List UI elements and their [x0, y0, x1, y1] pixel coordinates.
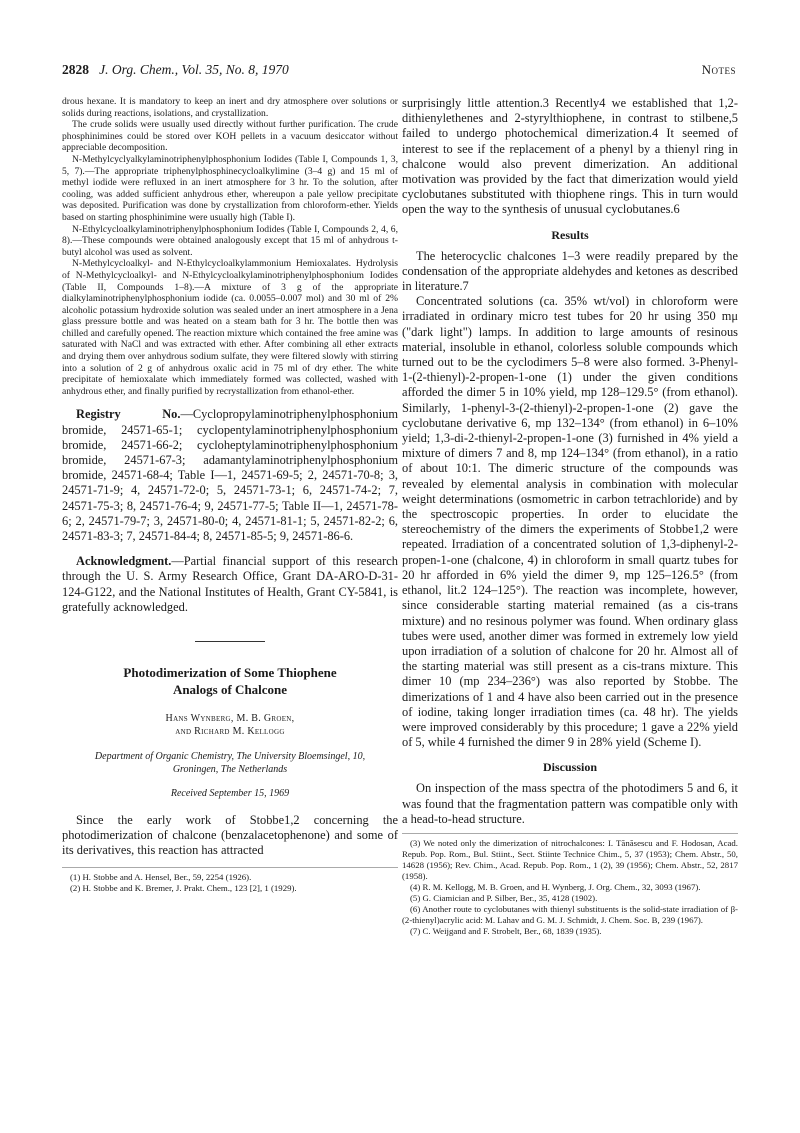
received-date: Received September 15, 1969 [170, 788, 290, 800]
experimental-section [62, 96, 398, 397]
journal-citation: J. Org. Chem., Vol. 35, No. 8, 1970 [99, 62, 289, 77]
results-paragraph: The heterocyclic chalcones 1–3 were readily prepared by the condensation of the appropriate aldehydes and ketones as described in literature.7 [402, 248, 738, 294]
registry-label: Registry No. [76, 407, 181, 422]
article-title: Photodimerization of Some Thiophene Analogs of Chalcone [123, 665, 337, 698]
results-paragraph: Concentrated solutions (ca. 35% wt/vol) in chloroform were irradiated in ordinary micro test tubes for 20 hr using 350 mμ ("dark light") lamps. In addition to large amounts of resinous material, insoluble in ethanol, colorless soluble compounds which turned out to be the cyclodimers 5–8 were also formed. 3-Phenyl-1-(2-thienyl)-2-propen-1-one (1) under the given conditions afforded the dimer 5 in 10% yield, mp 128–129.5° (from ethanol). Similarly, 1-phenyl-3-(2-thienyl)-2-propen-1-one (2) gave the cyclobutane derivative 6, mp 132–134° (from ethanol) in 6–10% yield; 1,3-di-2-thienyl-2-propen-1-one (3) furnished in 4% yield a mixture of dimers 7 and 8, mp 124–134° (from ethanol), in a ratio of about 10:1. The dimeric structure of the compounds was revealed by elemental analysis in combination with molecular weight determinations (osmometric in carbon tetrachloride) and by the spectroscopic properties. In order to elucidate the stereochemistry of the dimers the experiments of Stobbe1,2 were repeated. Irradiation of a concentrated solution of 1,3-diphenyl-2-propen-1-one (chalcone, 4) in chloroform in small quartz tubes for 20 hr afforded in 6% yield the dimer 9, mp 125–126.5° (from ethanol, lit.2 124–125°). The reaction was incomplete, however, since considerable starting material remained (as a cis-trans mixture) and no resinous polymer was found. When ordinary glass tubes were used, another dimer was formed in extremely low yield upon irradiation of a solution of chalcone for 20 hr. Almost all of the starting material was still present as a cis-trans mixture. This dimer 10 (mp 234–236°) was also reported by Stobbe. The dimerizations of 1 and 4 have also been carried out in the presence of iodine, taking longer irradiation times (ca. 48 hr). The yields were improved considerably by this procedure; 1 gave a 22% yield of 5, while 4 furnished the dimer 9 in 28% yield (Scheme I). [402, 294, 738, 750]
acknowledgment-text: —Partial financial support of this research through the U. S. Army Research Office, Grant DA-ARO-D-31-124-G122, and the National Institutes of Health, Grant CY-5841, is gratefully acknowledged. [62, 554, 398, 614]
acknowledgment-label: Acknowledgment. [76, 554, 172, 569]
footnote-divider [402, 833, 738, 834]
footnote: (6) Another route to cyclobutanes with thienyl substituents is the solid-state irradiation of β-(2-thienyl)acrylic acid: M. Lahav and G. M. J. Schmidt, J. Chem. Soc. B, 239 (1967). [402, 903, 738, 925]
experimental-paragraph: The crude solids were usually used directly without further purification. The crude phosphinimines could be stored over KOH pellets in a vacuum desiccator without appreciable decomposition. [62, 119, 398, 154]
experimental-paragraph: drous hexane. It is mandatory to keep an inert and dry atmosphere over solutions or solids during reactions, isolations, and crystallization. [62, 96, 398, 119]
page-header [62, 62, 736, 82]
authors-line: Hans Wynberg, M. B. Groen, [165, 713, 295, 725]
left-column [62, 96, 398, 894]
footnote: (5) G. Ciamician and P. Silber, Ber., 35, 4128 (1902). [410, 892, 598, 903]
page-number: 2828 [62, 62, 89, 77]
experimental-paragraph: N-Ethylcycloalkylaminotriphenylphosphonium Iodides (Table I, Compounds 2, 4, 6, 8).—These compounds were obtained analogously except that 15 ml of anhydrous t-butyl alcohol was used as solvent. [62, 223, 398, 258]
acknowledgment-section [62, 554, 398, 615]
affiliation: Department of Organic Chemistry, The University Bloemsingel, 10, Groningen, The Netherlands [94, 751, 366, 776]
author-list [62, 712, 398, 738]
discussion-paragraph: On inspection of the mass spectra of the photodimers 5 and 6, it was found that the fragmentation pattern was compatible only with a head-to-head structure. [402, 781, 738, 826]
registry-text: —Cyclopropylaminotriphenylphosphonium bromide, 24571-65-1; cyclopentylaminotriphenylphosphonium bromide, 24571-66-2; cycloheptylaminotriphenylphosphonium bromide, 24571-67-3; adamantylaminotriphenylphosphonium bromide, 24571-68-4; Table I—1, 24571-69-5; 2, 24571-70-8; 3, 24571-71-9; 4, 24571-72-0; 5, 24571-73-1; 6, 24571-74-2; 7, 24571-75-3; 8, 24571-76-4; 9, 24571-77-5; Table II—1, 24571-78-6; 2, 24571-79-7; 3, 24571-80-0; 4, 24571-81-1; 5, 24571-82-2; 6, 24571-83-3; 7, 24571-84-4; 8, 24571-85-5; 9, 24571-86-6. [62, 407, 398, 544]
footnote: (3) We noted only the dimerization of nitrochalcones: I. Tănăsescu and F. Hodosan, Acad. Repub. Pop. Rom., Bul. Stiint., Sect. Stiinte Technice Chim., 5, 37 (1953); Chem. Abstr., 50, 14628 (1956); Rev. Chim., Acad. Repub. Pop. Rom., 1 (2), 39 (1956); Chem. Abstr., 52, 2817 (1958). [402, 837, 738, 881]
experimental-paragraph: N-Methylcycloalkyl- and N-Ethylcycloalkylammonium Hemioxalates. Hydrolysis of N-Methylcycloalkyl- and N-Ethylcycloalkylaminotriphenylphosphonium Iodides (Table II, Compounds 1–8).—A mixture of 3 g of the appropriate dialkylaminotriphenylphosphonium iodide (ca. 0.0055–0.007 mol) and 30 ml of 2% alcoholic potassium hydroxide solution was sealed under an inert atmosphere in a Jena glass pressure bottle and was heated on a steam bath for 3 hr. The bottle then was chilled and carefully opened. The reaction mixture which contained the free amine was saturated with NaCl and was extracted with ether. After combining all ether extracts and drying them over anhydrous sodium sulfate, they were filtered slowly with stirring into a solution of 2 g of anhydrous oxalic acid in 75 ml of dry ether. The white precipitate of hemioxalate which immediately formed was collected, washed with anhydrous ether, and finally purified by recrystallization from ethanol-ether. [62, 258, 398, 397]
footnote: (4) R. M. Kellogg, M. B. Groen, and H. Wynberg, J. Org. Chem., 32, 3093 (1967). [410, 881, 701, 892]
introduction-continued [402, 96, 738, 218]
section-divider [195, 641, 265, 642]
section-name: Notes [701, 62, 736, 77]
footnote-divider [62, 867, 398, 868]
footnotes-left [62, 867, 398, 894]
footnote: (7) C. Weijgand and F. Strobelt, Ber., 68, 1839 (1935). [410, 925, 602, 936]
right-column [402, 96, 738, 937]
results-heading: Results [551, 227, 589, 242]
intro-paragraph: surprisingly little attention.3 Recently4 we established that 1,2-dithienylethenes and 2-styrylthiophene, in contrast to stilbene,5 failed to undergo photochemical dimerization.4 It seemed of interest to see if the replacement of a phenyl by a thienyl ring in chalcone would also prevent dimerization. An additional motivation was provided by the fact that dimerization would yield cyclobutanes substituted with thiophene rings. This in turn would open the way to the synthesis of unusual cyclobutanes.6 [402, 96, 738, 217]
registry-section [62, 407, 398, 544]
results-section [402, 249, 738, 751]
footnotes-right [402, 833, 738, 937]
footnote: (2) H. Stobbe and K. Bremer, J. Prakt. Chem., 123 [2], 1 (1929). [70, 882, 297, 893]
experimental-paragraph: N-Methylcyclyalkylaminotriphenylphosphonium Iodides (Table I, Compounds 1, 3, 5, 7).—The appropriate triphenylphosphinecycloalkylimine (3–4 g) and 15 ml of methyl iodide were refluxed in an inert atmosphere for 3 hr. To the solution, after cooling, was added sufficient anhydrous ether, whereupon a pale yellow precipitate was deposited. Purification was done by crystallization from chloroform-ether. Yields based on starting phosphinimine were usually high (Table I). [62, 153, 398, 223]
footnote: (1) H. Stobbe and A. Hensel, Ber., 59, 2254 (1926). [70, 871, 252, 882]
introduction [62, 813, 398, 859]
intro-paragraph: Since the early work of Stobbe1,2 concerning the photodimerization of chalcone (benzalacetophenone) and some of its derivatives, this reaction has attracted [62, 813, 398, 858]
discussion-section [402, 781, 738, 827]
authors-line: and Richard M. Kellogg [175, 726, 285, 738]
discussion-heading: Discussion [542, 760, 598, 775]
